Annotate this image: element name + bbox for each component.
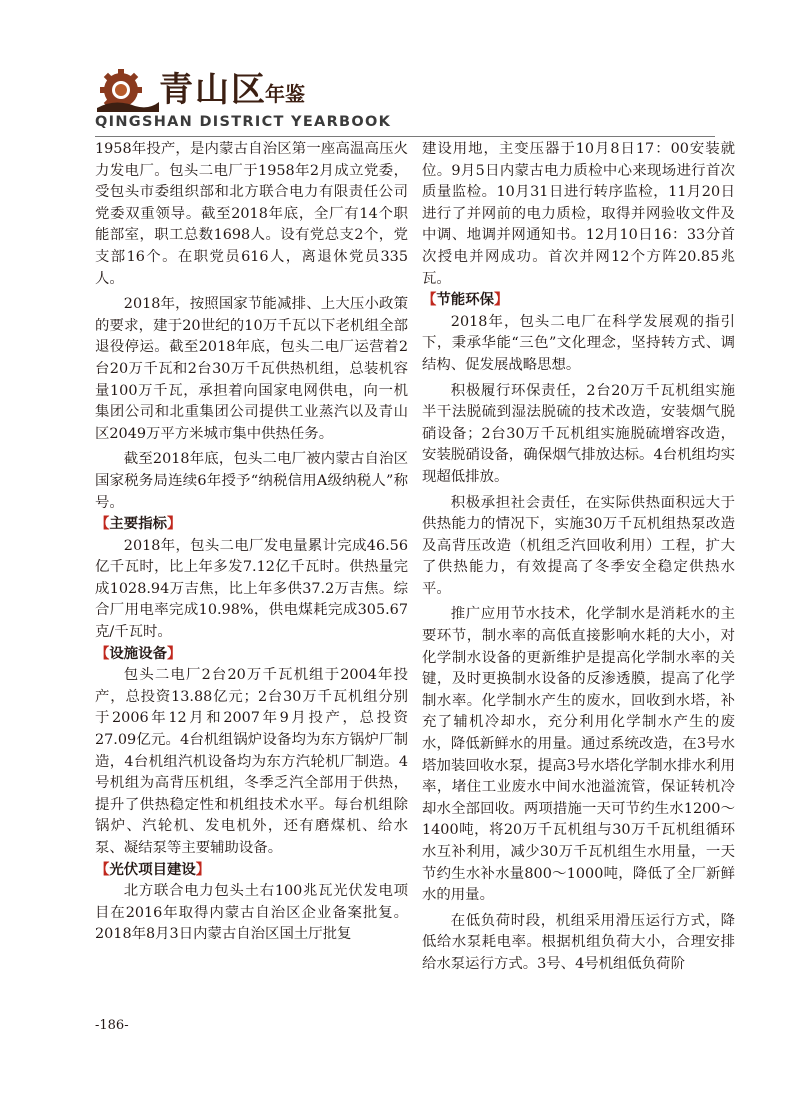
paragraph: 包头二电厂2台20万千瓦机组于2004年投产，总投资13.88亿元；2台30万千瓦机组分别于2006年12月和2007年9月投产，总投资27.09亿元。4台机组锅炉设备均为东方锅炉厂制造，4台机组汽机设备均为东方汽轮机厂制造。4号机组为高背压机组，冬季乏汽全部用于供热，提升了供热稳定性和机组技术水平。每台机组除锅炉、汽轮机、发电机外，还有磨煤机、给水泵、凝结泵等主要辅助设备。 bbox=[95, 667, 408, 856]
paragraph: 积极承担社会责任，在实际供热面积远大于供热能力的情况下，实施30万千瓦机组热泵改造及高背压改造（机组乏汽回收利用）工程，扩大了供热能力，有效提高了冬季安全稳定供热水平。 bbox=[422, 494, 735, 597]
left-column bbox=[95, 139, 408, 946]
page-number: -186- bbox=[95, 1018, 129, 1033]
paragraph: 建设用地，主变压器于10月8日17：00安装就位。9月5日内蒙古电力质检中心来现场进行首次质量监检。10月31日进行转序监检，11月20日进行了并网前的电力质检，取得并网验收文件及中调、地调并网通知书。12月10日16：33分首次授电并网成功。首次并网12个方阵20.85兆瓦。 bbox=[422, 141, 735, 287]
section-heading: 【设施设备】 bbox=[95, 645, 182, 662]
section-heading: 【光伏项目建设】 bbox=[95, 861, 211, 878]
yearbook-english-title: QINGSHAN DISTRICT YEARBOOK bbox=[95, 114, 392, 130]
section-heading-text: 主要指标 bbox=[109, 516, 167, 533]
paragraph: 在低负荷时段，机组采用滑压运行方式，降低给水泵耗电率。根据机组负荷大小，合理安排给水泵运行方式。3号、4号机组低负荷阶 bbox=[422, 912, 735, 972]
section-heading: 【主要指标】 bbox=[95, 516, 182, 533]
yearbook-title: 青山区 bbox=[159, 70, 267, 110]
paragraph: 截至2018年底，包头二电厂被内蒙古自治区国家税务局连续6年授予“纳税信用A级纳税人”称号。 bbox=[95, 451, 408, 511]
paragraph: 2018年，包头二电厂在科学发展观的指引下，秉承华能“三色”文化理念，坚持转方式、调结构、促发展战略思想。 bbox=[422, 313, 735, 373]
yearbook-header bbox=[95, 68, 715, 130]
header-divider bbox=[95, 136, 715, 137]
gear-sun-logo-icon bbox=[95, 68, 161, 112]
paragraph: 积极履行环保责任，2台20万千瓦机组实施半干法脱硫到湿法脱硫的技术改造，安装烟气脱硝设备；2台30万千瓦机组实施脱硫增容改造，安装脱硝设备，确保烟气排放达标。4台机组均实现超低排放。 bbox=[422, 382, 735, 485]
section-heading-text: 设施设备 bbox=[109, 645, 167, 662]
paragraph: 2018年，按照国家节能减排、上大压小政策的要求，建于20世纪的10万千瓦以下老机组全部退役停运。截至2018年底，包头二电厂运营着2台20万千瓦和2台30万千瓦供热机组，总装机容量100万千瓦，承担着向国家电网供电，向一机集团公司和北重集团公司提供工业蒸汽以及青山区2049万平方米城市集中供热任务。 bbox=[95, 296, 408, 442]
paragraph: 2018年，包头二电厂发电量累计完成46.56亿千瓦时，比上年多发7.12亿千瓦时。供热量完成1028.94万吉焦，比上年多供37.2万吉焦。综合厂用电率完成10.98%，供电煤耗完成305.67克/千瓦时。 bbox=[95, 537, 408, 641]
section-heading: 【节能环保】 bbox=[422, 292, 509, 309]
paragraph: 推广应用节水技术，化学制水是消耗水的主要环节，制水率的高低直接影响水耗的大小，对化学制水设备的更新维护是提高化学制水率的关键，及时更换制水设备的反渗透膜，提高了化学制水率。化学制水产生的废水，回收到水塔，补充了辅机冷却水，充分利用化学制水产生的废水，降低新鲜水的用量。通过系统改造，在3号水塔加装回收水泵，提高3号水塔化学制水排水利用率，堵住工业废水中间水池溢流管，保证转机冷却水全部回收。两项措施一天可节约生水1200～1400吨，将20万千瓦机组与30万千瓦机组循环水互补利用，减少30万千瓦机组生水用量，一天节约生水补水量800～1000吨，降低了全厂新鲜水的用量。 bbox=[422, 606, 735, 904]
section-heading-text: 节能环保 bbox=[436, 292, 494, 309]
right-column bbox=[422, 139, 735, 976]
paragraph: 北方联合电力包头土右100兆瓦光伏发电项目在2016年取得内蒙古自治区企业备案批复。2018年8月3日内蒙古自治区国土厅批复 bbox=[95, 883, 408, 943]
section-heading-text: 光伏项目建设 bbox=[109, 861, 196, 878]
yearbook-subtitle: 年鉴 bbox=[265, 82, 305, 106]
paragraph: 1958年投产，是内蒙古自治区第一座高温高压火力发电厂。包头二电厂于1958年2月成立党委，受包头市委组织部和北方联合电力有限责任公司党委双重领导。截至2018年底，全厂有14个职能部室，职工总数1698人。设有党总支2个，党支部16个。在职党员616人，离退休党员335人。 bbox=[95, 141, 408, 287]
